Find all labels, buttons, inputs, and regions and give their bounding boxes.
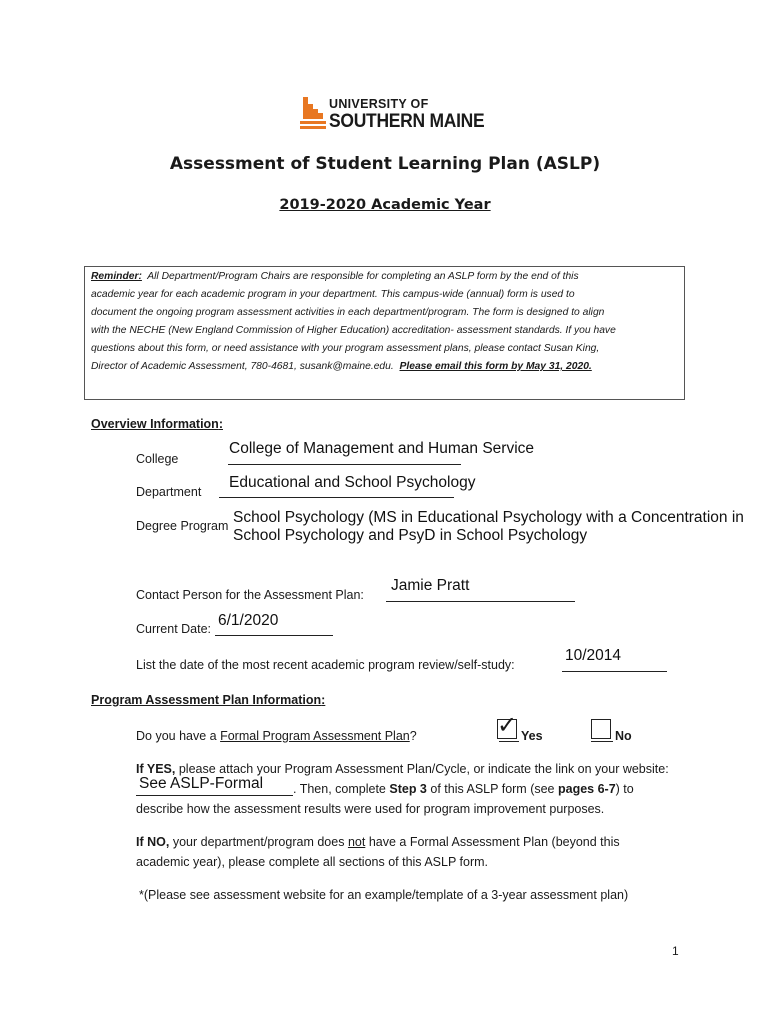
yes-checkbox[interactable]: [497, 712, 518, 739]
degree-program-field-line2[interactable]: School Psychology and PsyD in School Psychology: [233, 527, 588, 544]
logo-text-line2: SOUTHERN MAINE: [329, 111, 485, 132]
degree-program-label: Degree Program: [136, 519, 229, 533]
contact-email-link[interactable]: susank@maine.edu.: [299, 361, 394, 372]
reminder-line-3: document the ongoing program assessment activities in each department/program. The form is designed to align: [91, 307, 605, 318]
department-field[interactable]: Educational and School Psychology: [229, 474, 476, 491]
current-date-underline: [215, 635, 333, 636]
review-date-label: List the date of the most recent academic program review/self-study:: [136, 658, 515, 672]
page-number: 1: [672, 944, 679, 958]
website-link-underline: [136, 795, 293, 796]
reminder-label: Reminder:: [91, 271, 142, 282]
reminder-line-1: Reminder: All Department/Program Chairs are responsible for completing an ASLP form by the end of this: [91, 271, 579, 282]
yes-label: Yes: [521, 729, 543, 743]
yes-underline: [499, 741, 519, 742]
if-no-instruction-line2: academic year), please complete all sections of this ASLP form.: [136, 855, 489, 869]
current-date-field[interactable]: 6/1/2020: [218, 612, 279, 629]
program-plan-heading: Program Assessment Plan Information:: [91, 693, 326, 707]
if-no-instruction: If NO, your department/program does not have a Formal Assessment Plan (beyond this: [136, 835, 620, 849]
formal-plan-question: Do you have a Formal Program Assessment Plan?: [136, 729, 417, 743]
no-underline: [591, 741, 613, 742]
reminder-line-2: academic year for each academic program in your department. This campus-wide (annual) form is used to: [91, 289, 575, 300]
formal-plan-link[interactable]: Formal Program Assessment Plan: [220, 729, 410, 743]
review-date-field[interactable]: 10/2014: [565, 647, 622, 664]
overview-heading: Overview Information:: [91, 417, 223, 431]
academic-year: 2019-2020 Academic Year: [279, 197, 491, 213]
college-field[interactable]: College of Management and Human Service: [229, 440, 535, 457]
contact-person-field[interactable]: Jamie Pratt: [391, 577, 470, 594]
degree-program-field-line1[interactable]: School Psychology (MS in Educational Psychology with a Concentration in: [233, 509, 744, 526]
logo-emblem-icon: [300, 97, 326, 131]
contact-person-underline: [386, 601, 575, 602]
website-link-field[interactable]: See ASLP-Formal: [139, 775, 264, 792]
describe-results-text: describe how the assessment results were used for program improvement purposes.: [136, 802, 605, 816]
check-mark-icon: ✓: [497, 712, 518, 739]
reminder-line-5: questions about this form, or need assistance with your program assessment plans, please contact Susan King,: [91, 343, 600, 354]
current-date-label: Current Date:: [136, 622, 212, 636]
reminder-line-4: with the NECHE (New England Commission of Higher Education) accreditation- assessment standards. If you have: [91, 325, 616, 336]
contact-person-label: Contact Person for the Assessment Plan:: [136, 588, 364, 602]
review-date-underline: [562, 671, 667, 672]
college-label: College: [136, 452, 179, 466]
college-underline: [228, 464, 461, 465]
no-checkbox[interactable]: [591, 719, 611, 739]
document-title: Assessment of Student Learning Plan (ASLP): [169, 154, 601, 174]
deadline-notice: Please email this form by May 31, 2020.: [399, 361, 592, 372]
then-complete-step3: . Then, complete Step 3 of this ASLP form (see pages 6-7) to: [293, 782, 634, 796]
no-label: No: [615, 729, 632, 743]
department-label: Department: [136, 485, 202, 499]
if-yes-instruction: If YES, please attach your Program Assessment Plan/Cycle, or indicate the link on your website:: [136, 762, 669, 776]
department-underline: [219, 497, 454, 498]
template-footnote: *(Please see assessment website for an example/template of a 3-year assessment plan): [139, 888, 629, 902]
reminder-line-6: Director of Academic Assessment, 780-4681, susank@maine.edu. Please email this form by May 31, 2020.: [91, 361, 592, 372]
university-logo-mark: [300, 97, 326, 136]
logo-text-line1: UNIVERSITY OF: [329, 97, 429, 111]
